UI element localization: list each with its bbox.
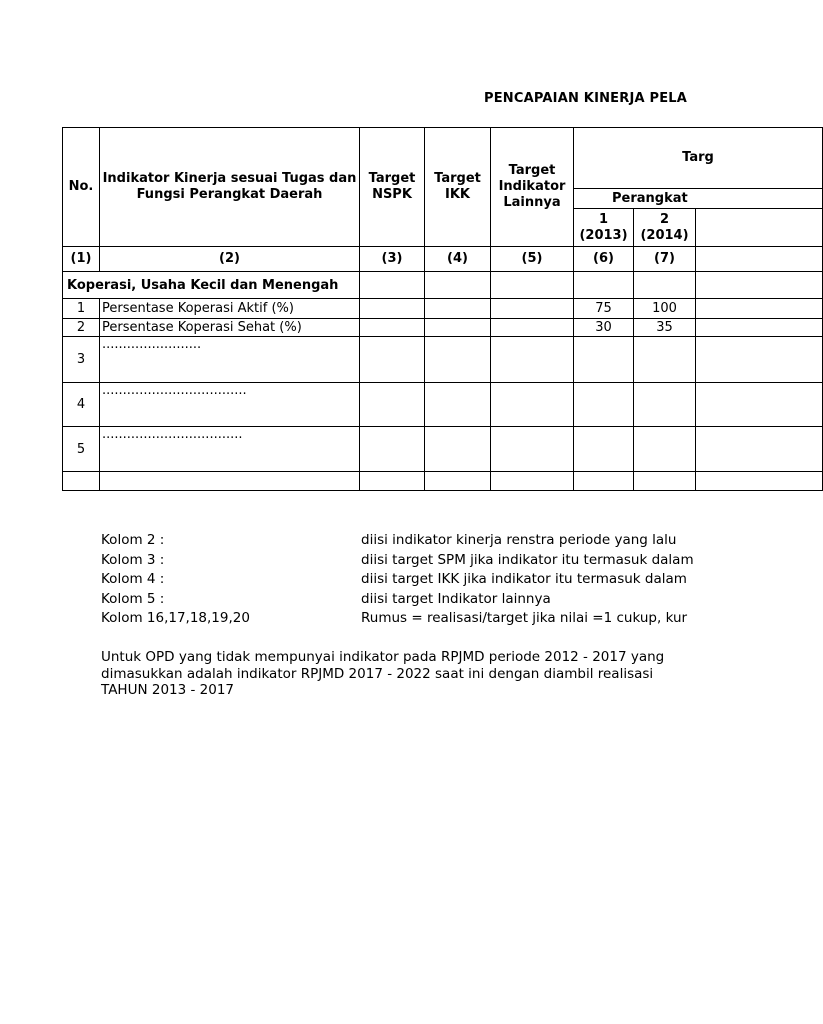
note-kolom: Kolom 16,17,18,19,20 bbox=[101, 610, 250, 626]
page-title: PENCAPAIAN KINERJA PELA bbox=[484, 91, 688, 106]
row-year-1: 75 bbox=[574, 299, 634, 319]
col-number-2: (2) bbox=[100, 247, 360, 272]
table-row bbox=[63, 319, 823, 337]
col-number-5: (5) bbox=[491, 247, 574, 272]
note-kolom: Kolom 2 : bbox=[101, 532, 165, 548]
note-row bbox=[101, 532, 701, 552]
table-cell bbox=[491, 337, 574, 383]
table-cell bbox=[491, 319, 574, 337]
performance-table-container bbox=[62, 127, 714, 497]
table-cell bbox=[425, 472, 491, 491]
performance-table bbox=[62, 127, 823, 491]
table-cell bbox=[696, 272, 823, 299]
row-year-2 bbox=[634, 337, 696, 383]
note-kolom: Kolom 5 : bbox=[101, 590, 165, 607]
row-indikator: Persentase Koperasi Sehat (%) bbox=[100, 319, 360, 337]
note-row bbox=[101, 591, 701, 611]
note-desc: diisi target Indikator lainnya bbox=[361, 590, 551, 607]
row-year-2: 35 bbox=[634, 319, 696, 337]
table-cell bbox=[634, 472, 696, 491]
table-cell bbox=[360, 337, 425, 383]
table-cell bbox=[360, 472, 425, 491]
table-cell bbox=[696, 319, 823, 337]
row-year-1: 30 bbox=[574, 319, 634, 337]
table-cell bbox=[425, 319, 491, 337]
table-cell bbox=[491, 299, 574, 319]
row-year-2: 100 bbox=[634, 299, 696, 319]
table-cell bbox=[696, 299, 823, 319]
header-no: No. bbox=[63, 128, 100, 247]
col-number-6: (6) bbox=[574, 247, 634, 272]
table-cell bbox=[491, 383, 574, 427]
table-cell bbox=[696, 337, 823, 383]
note-row bbox=[101, 571, 701, 591]
table-cell bbox=[360, 319, 425, 337]
row-no: 2 bbox=[63, 319, 100, 337]
note-desc: diisi indikator kinerja renstra periode yang lalu bbox=[361, 532, 677, 548]
table-cell bbox=[360, 272, 425, 299]
header-year-3 bbox=[696, 209, 823, 247]
col-number-4: (4) bbox=[425, 247, 491, 272]
col-number-8 bbox=[696, 247, 823, 272]
table-cell bbox=[100, 472, 360, 491]
header-year-1: 1 (2013) bbox=[574, 209, 634, 247]
row-year-2 bbox=[634, 427, 696, 472]
note-row bbox=[101, 610, 701, 630]
table-row bbox=[63, 427, 823, 472]
row-indikator: ................................... bbox=[100, 383, 360, 427]
table-cell bbox=[425, 337, 491, 383]
table-cell bbox=[574, 272, 634, 299]
header-target-ikk: Target IKK bbox=[425, 128, 491, 247]
row-year-1 bbox=[574, 337, 634, 383]
header-indikator: Indikator Kinerja sesuai Tugas dan Fungsi Perangkat Daerah bbox=[100, 128, 360, 247]
col-number-1: (1) bbox=[63, 247, 100, 272]
row-year-2 bbox=[634, 383, 696, 427]
table-cell bbox=[360, 383, 425, 427]
row-year-1 bbox=[574, 427, 634, 472]
table-cell bbox=[491, 427, 574, 472]
table-cell bbox=[425, 427, 491, 472]
table-cell bbox=[574, 472, 634, 491]
header-year-2: 2 (2014) bbox=[634, 209, 696, 247]
column-notes bbox=[101, 532, 701, 630]
note-row bbox=[101, 552, 701, 572]
table-cell bbox=[360, 299, 425, 319]
table-row bbox=[63, 299, 823, 319]
row-no: 3 bbox=[63, 337, 100, 383]
row-indikator: ........................ bbox=[100, 337, 360, 383]
table-cell bbox=[696, 472, 823, 491]
table-cell bbox=[360, 427, 425, 472]
row-no: 4 bbox=[63, 383, 100, 427]
table-row bbox=[63, 383, 823, 427]
header-perangkat: Perangkat bbox=[574, 189, 823, 209]
table-row bbox=[63, 337, 823, 383]
table-cell bbox=[425, 299, 491, 319]
note-desc: Rumus = realisasi/target jika nilai =1 cukup, kur bbox=[361, 610, 688, 626]
note-kolom: Kolom 4 : bbox=[101, 571, 165, 587]
header-target-nspk: Target NSPK bbox=[360, 128, 425, 247]
row-indikator: Persentase Koperasi Aktif (%) bbox=[100, 299, 360, 319]
note-kolom: Kolom 3 : bbox=[101, 551, 165, 568]
table-cell bbox=[634, 272, 696, 299]
table-cell bbox=[63, 472, 100, 491]
row-year-1 bbox=[574, 383, 634, 427]
table-cell bbox=[696, 383, 823, 427]
note-desc: diisi target SPM jika indikator itu termasuk dalam bbox=[361, 551, 694, 568]
table-cell bbox=[425, 383, 491, 427]
table-row bbox=[63, 472, 823, 491]
table-cell bbox=[491, 272, 574, 299]
header-target-lainnya: Target Indikator Lainnya bbox=[491, 128, 574, 247]
table-cell bbox=[491, 472, 574, 491]
row-no: 5 bbox=[63, 427, 100, 472]
table-cell bbox=[696, 427, 823, 472]
note-desc: diisi target IKK jika indikator itu termasuk dalam bbox=[361, 571, 687, 587]
footnote: Untuk OPD yang tidak mempunyai indikator pada RPJMD periode 2012 - 2017 yang dimasukkan adalah indikator RPJMD 2017 - 2022 saat ini dengan diambil realisasi TAHUN 2013 - 2017 bbox=[101, 649, 665, 698]
col-number-7: (7) bbox=[634, 247, 696, 272]
table-cell bbox=[425, 272, 491, 299]
header-target-group-label: Targ bbox=[682, 150, 714, 165]
row-no: 1 bbox=[63, 299, 100, 319]
row-indikator: .................................. bbox=[100, 427, 360, 472]
col-number-3: (3) bbox=[360, 247, 425, 272]
header-target-group bbox=[574, 128, 823, 189]
section-title: Koperasi, Usaha Kecil dan Menengah bbox=[63, 272, 360, 299]
